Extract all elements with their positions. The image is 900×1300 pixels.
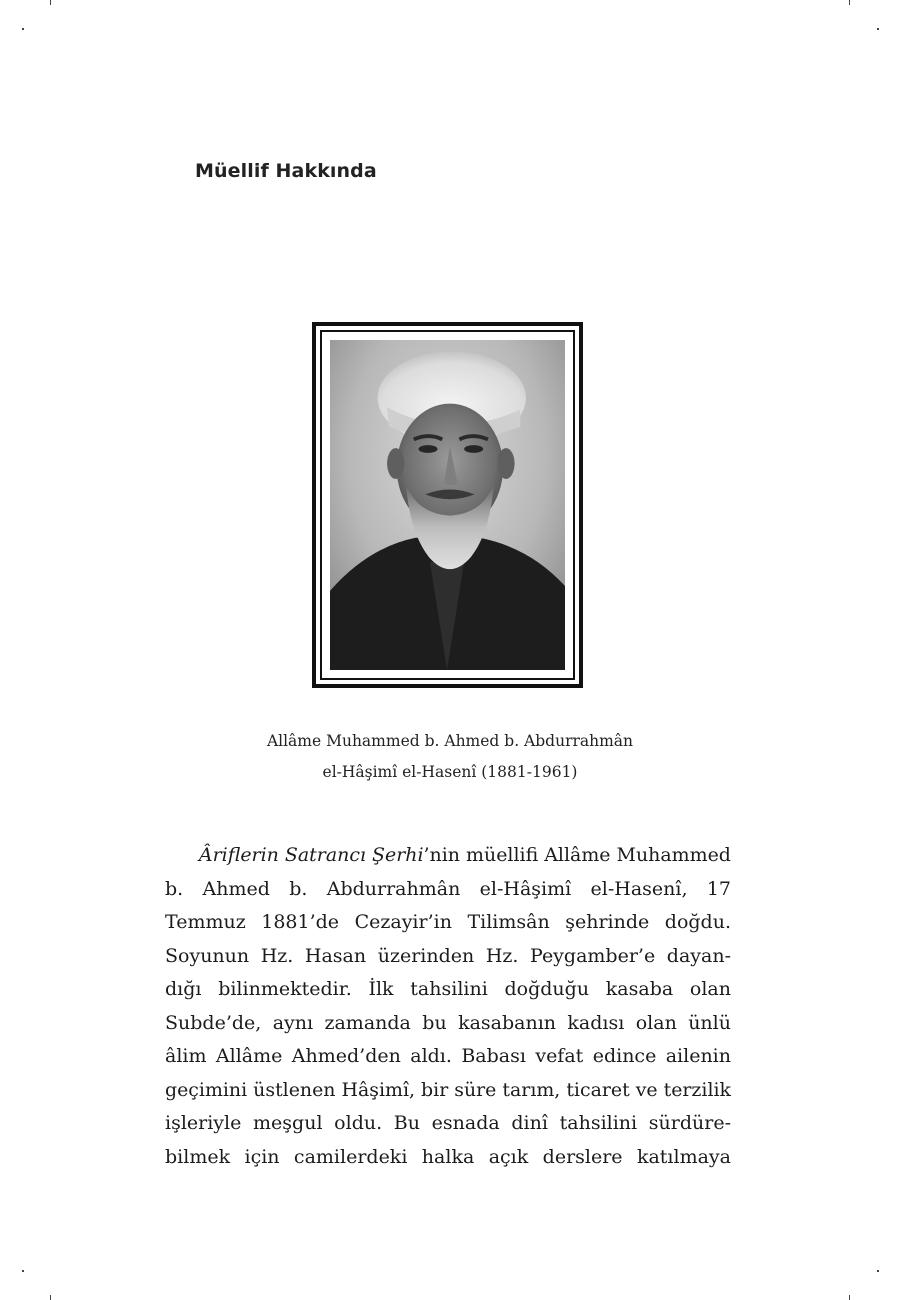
body-line-10: bilmek için camilerdeki halka açık derslere katılmaya bbox=[165, 1145, 731, 1168]
portrait-image bbox=[330, 340, 565, 670]
caption-line-2: el-Hâşimî el-Hasenî (1881-1961) bbox=[322, 763, 578, 781]
body-line-7: âlim Allâme Ahmed’den aldı. Babası vefat edince ailenin bbox=[165, 1045, 731, 1067]
portrait-inner-border bbox=[320, 330, 575, 680]
portrait-frame bbox=[312, 322, 583, 688]
crop-mark-bottom-left bbox=[22, 1270, 24, 1272]
crop-mark-bottom-left-v bbox=[50, 1295, 51, 1300]
body-line-3: Temmuz 1881’de Cezayir’in Tilimsân şehrinde doğdu. bbox=[165, 911, 731, 933]
body-line-5: dığı bilinmektedir. İlk tahsilini doğduğu kasaba olan bbox=[165, 978, 731, 1000]
crop-mark-top-right bbox=[877, 28, 879, 30]
body-line-4: Soyunun Hz. Hasan üzerinden Hz. Peygamber’e dayan- bbox=[165, 944, 731, 967]
caption-line-1: Allâme Muhammed b. Ahmed b. Abdurrahmân bbox=[266, 732, 634, 750]
crop-mark-top-right-v bbox=[849, 0, 850, 5]
portrait-caption bbox=[150, 726, 750, 788]
body-line-8: geçimini üstlenen Hâşimî, bir süre tarım, ticaret ve terzilik bbox=[165, 1078, 732, 1101]
crop-mark-top-left-v bbox=[50, 0, 51, 5]
body-line-6: Subde’de, aynı zamanda bu kasabanın kadısı olan ünlü bbox=[165, 1011, 731, 1034]
crop-mark-bottom-right-v bbox=[849, 1295, 850, 1300]
section-heading: Müellif Hakkında bbox=[195, 160, 377, 182]
crop-mark-top-left bbox=[22, 28, 24, 30]
body-paragraph bbox=[165, 839, 731, 1174]
portrait-photo bbox=[330, 340, 565, 670]
body-line-1: Âriflerin Satrancı Şerhi’nin müellifi Allâme Muhammed bbox=[198, 844, 731, 866]
crop-mark-bottom-right bbox=[877, 1270, 879, 1272]
body-line-2: b. Ahmed b. Abdurrahmân el-Hâşimî el-Hasenî, 17 bbox=[165, 877, 731, 900]
book-title: Âriflerin Satrancı Şerhi bbox=[198, 844, 424, 866]
body-line-9: işleriyle meşgul oldu. Bu esnada dinî tahsilini sürdüre- bbox=[165, 1112, 731, 1134]
